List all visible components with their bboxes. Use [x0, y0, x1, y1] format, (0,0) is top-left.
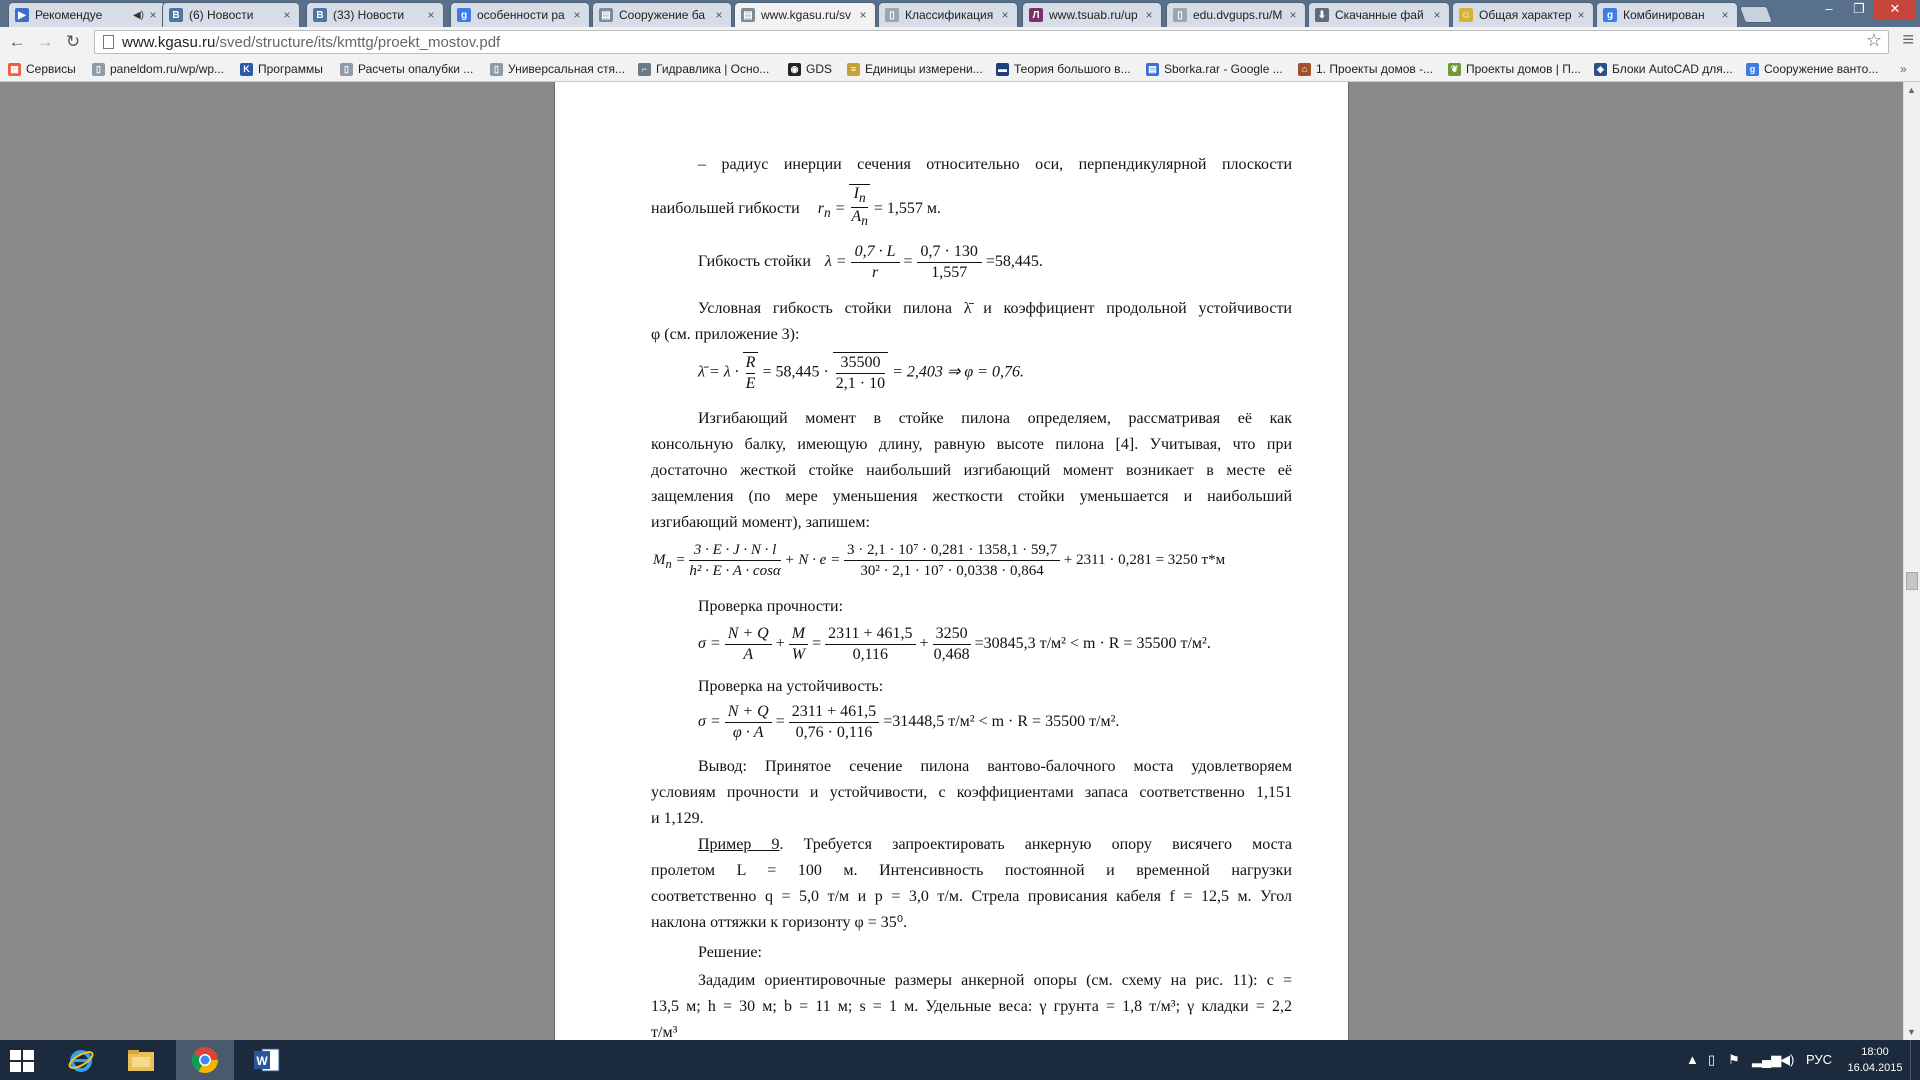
- back-button[interactable]: ←: [8, 32, 26, 51]
- close-window-button[interactable]: ✕: [1874, 0, 1916, 20]
- text-span: + N · e =: [784, 551, 841, 568]
- fraction-denominator: W: [791, 646, 806, 663]
- youtube-icon: ▶: [15, 8, 29, 22]
- bookmark-label: Единицы измерени...: [865, 62, 983, 76]
- tray-expand-icon[interactable]: ▲: [1686, 1052, 1699, 1067]
- paragraph-line: соответственно q = 5,0 т/м и p = 3,0 т/м. Стрела провисания кабеля f = 12,5 м. Угол: [651, 888, 1292, 905]
- fraction-numerator: R: [746, 353, 756, 374]
- windows-taskbar: [0, 1040, 1920, 1080]
- bookmark-gds[interactable]: [788, 60, 832, 78]
- vk-icon: В: [169, 8, 183, 22]
- bookmark-label: Универсальная стя...: [508, 62, 626, 76]
- bookmark-label: Теория большого в...: [1014, 62, 1131, 76]
- tsuab-icon: Л: [1029, 8, 1043, 22]
- fraction-denominator: h² · E · A · cosα: [689, 563, 781, 579]
- language-indicator[interactable]: РУС: [1806, 1052, 1833, 1067]
- bookmark-label: Сооружение ванто...: [1764, 62, 1879, 76]
- fraction-denominator: E: [745, 375, 756, 392]
- drive-icon: ▤: [1146, 63, 1159, 76]
- page-icon: ▯: [340, 63, 353, 76]
- bookmark-label: Гидравлика | Осно...: [656, 62, 770, 76]
- bookmark-label: Сервисы: [26, 62, 76, 76]
- tab-label: (33) Новости: [333, 8, 405, 22]
- tab-kgasu-active[interactable]: [734, 2, 876, 27]
- bookmark-universal[interactable]: [490, 60, 625, 78]
- fraction-denominator: 0,116: [852, 646, 889, 663]
- tab-label: www.tsuab.ru/up: [1049, 8, 1138, 22]
- fraction-denominator: φ · A: [732, 724, 764, 741]
- bookmark-cable-construction[interactable]: [1746, 60, 1878, 78]
- paragraph-line: изгибающий момент), запишем:: [651, 514, 870, 531]
- bookmark-services[interactable]: [8, 60, 76, 78]
- page-icon: ▯: [490, 63, 503, 76]
- equation-slenderness: Гибкость стойки λ = $\frac{0,7 \cdot L}{r}$ = $\frac{0,7 \cdot 130}{1,557}$ =58,445.: [698, 243, 1043, 281]
- bookmark-units[interactable]: [847, 60, 983, 78]
- paragraph-line: достаточно жесткой стойке наибольший изгибающий момент возникает в месте её: [651, 462, 1292, 479]
- pdf-page: [554, 82, 1349, 1040]
- bookmark-label: Проекты домов | П...: [1466, 62, 1581, 76]
- close-icon[interactable]: ×: [573, 8, 581, 22]
- tab-combined[interactable]: [1596, 2, 1738, 27]
- tab-dvgups[interactable]: [1166, 2, 1306, 27]
- paragraph-line: и 1,129.: [651, 810, 704, 827]
- maximize-button[interactable]: ❐: [1853, 1, 1865, 16]
- bookmark-hydraulics[interactable]: [638, 60, 769, 78]
- text-span: =31448,5 т/м² < m · R = 35500 т/м².: [883, 713, 1120, 731]
- tab-label: Сооружение ба: [619, 8, 705, 22]
- k-icon: K: [240, 63, 253, 76]
- bookmark-big-bang[interactable]: [996, 60, 1131, 78]
- pdf-viewer[interactable]: [0, 82, 1920, 1040]
- tab-label: www.kgasu.ru/sv: [761, 8, 852, 22]
- fraction-denominator: 1,557: [931, 264, 968, 281]
- tab-label: Классификация: [905, 8, 994, 22]
- tray-device-icon[interactable]: ▯: [1708, 1052, 1716, 1067]
- chrome-icon[interactable]: [176, 1040, 234, 1080]
- text-span: = 1,557 м.: [873, 199, 942, 217]
- system-clock[interactable]: [1845, 1044, 1905, 1076]
- paragraph-line: пролетом L = 100 м. Интенсивность постоянной и временной нагрузки: [651, 862, 1292, 879]
- pump-icon: ⌐: [638, 63, 651, 76]
- bookmark-autocad[interactable]: [1594, 60, 1733, 78]
- google-icon: g: [457, 8, 471, 22]
- bookmarks-bar: [0, 56, 1920, 82]
- bookmark-sborka[interactable]: [1146, 60, 1283, 78]
- new-tab-button[interactable]: [1739, 6, 1773, 23]
- text-span: = 2,403 ⇒ φ = 0,76.: [892, 363, 1024, 381]
- equation-strength-check: σ = $\frac{N + Q}{A}$ + $\frac{M}{W}$ = $\frac{2311 + 461,5}{0,116}$ + $\frac{3250}{0,468}$ =30845,3 т/м² < m · R = 35500 т/м².: [698, 625, 1211, 663]
- svg-text:W: W: [256, 1054, 268, 1068]
- page-icon: ▯: [92, 63, 105, 76]
- paragraph-line: условиям прочности и устойчивости, с коэффициентами запаса соответственно 1,151: [651, 784, 1292, 801]
- tab-downloads[interactable]: [1308, 2, 1450, 27]
- google-icon: g: [1746, 63, 1759, 76]
- fraction-numerator: 2311 + 461,5: [789, 702, 879, 723]
- bookmark-label: Sborka.rar - Google ...: [1164, 62, 1283, 76]
- bookmark-label: Расчеты опалубки ...: [358, 62, 474, 76]
- download-icon: ⬇: [1315, 8, 1329, 22]
- text-span: наибольшей гибкости: [651, 199, 800, 217]
- close-icon[interactable]: ×: [715, 8, 723, 22]
- scroll-up-icon[interactable]: ▲: [1907, 85, 1916, 95]
- apps-icon: ▦: [8, 63, 21, 76]
- gds-icon: ◉: [788, 63, 801, 76]
- close-icon[interactable]: ×: [1145, 8, 1153, 22]
- equation-radius: наибольшей гибкости $r_n$ = $\frac{I_n}{A_n}$ = 1,557 м.: [651, 185, 942, 229]
- close-icon[interactable]: ×: [1433, 8, 1441, 22]
- show-desktop-button[interactable]: [1910, 1040, 1920, 1080]
- browser-toolbar: [0, 27, 1920, 56]
- paragraph-line: защемления (по мере уменьшения жесткости стойки уменьшается и наибольший: [651, 488, 1292, 505]
- tab-label: особенности ра: [477, 8, 565, 22]
- paragraph-line: Условная гибкость стойки пилона λ̄ и коэффициент продольной устойчивости: [698, 300, 1292, 317]
- text-span: + 2311 · 0,281 = 3250 т*м: [1063, 551, 1226, 568]
- bookmark-label: Программы: [258, 62, 323, 76]
- close-icon[interactable]: ×: [1721, 8, 1729, 22]
- paragraph-line: Изгибающий момент в стойке пилона определяем, рассматривая её как: [698, 410, 1292, 427]
- tab-characteristics[interactable]: [1452, 2, 1594, 27]
- file-explorer-icon[interactable]: [112, 1040, 170, 1080]
- paragraph-line: т/м³: [651, 1024, 678, 1040]
- tab-youtube[interactable]: [8, 2, 166, 27]
- equation-bending-moment: $M_n$ = $\frac{3 \cdot E \cdot J \cdot N \cdot l}{\text{h² · E · A · cosα}}$ + N · e = $\frac{\text{3 · 2,1 · 10⁷ · 0,281 · 1358,1 · 59,7}}{\text{30² · 2,1 · 10⁷ · 0,0338 · 0,864}}$ + 2311 · 0,281 = 3250 т*м: [653, 542, 1226, 579]
- word-icon[interactable]: [238, 1040, 296, 1080]
- tab-classification[interactable]: [878, 2, 1018, 27]
- fraction-denominator: 2,1 · 10: [835, 375, 886, 392]
- fraction-denominator: 0,468: [933, 646, 970, 663]
- text-span: . Требуется запроектировать анкерную опору висячего моста: [779, 836, 1293, 853]
- paragraph-line: наклона оттяжки к горизонту φ = 35⁰.: [651, 914, 908, 931]
- vertical-scrollbar[interactable]: [1903, 82, 1920, 1040]
- vk-icon: В: [313, 8, 327, 22]
- paragraph-line: – радиус инерции сечения относительно оси, перпендикулярной плоскости: [698, 156, 1292, 173]
- paragraph-line: 13,5 м; h = 30 м; b = 11 м; s = 1 м. Удельные веса: γ грунта = 1,8 т/м³; γ кладки = 2,2: [651, 998, 1292, 1015]
- tab-label: Общая характер: [1479, 8, 1572, 22]
- bookmark-label: 1. Проекты домов -...: [1316, 62, 1434, 76]
- document-icon: ▯: [1173, 8, 1187, 22]
- text-span: =58,445.: [985, 253, 1043, 271]
- tab-tsuab[interactable]: [1022, 2, 1162, 27]
- google-icon: g: [1603, 8, 1617, 22]
- text-span: = 58,445 ·: [762, 363, 829, 381]
- close-icon[interactable]: ×: [859, 8, 867, 22]
- bookmarks-overflow-icon[interactable]: »: [1900, 62, 1907, 76]
- page-icon: ▤: [599, 8, 613, 22]
- close-icon[interactable]: ×: [1289, 8, 1297, 22]
- bookmark-label: paneldom.ru/wp/wp...: [110, 62, 225, 76]
- chrome-menu-icon[interactable]: ≡: [1902, 29, 1914, 51]
- tab-construction[interactable]: [592, 2, 732, 27]
- fraction-numerator: 3 · E · J · N · l: [689, 540, 780, 561]
- bookmark-formwork[interactable]: [340, 60, 473, 78]
- fraction-numerator: M: [789, 624, 808, 645]
- fraction-denominator: A: [743, 646, 754, 663]
- fraction-denominator: 30² · 2,1 · 10⁷ · 0,0338 · 0,864: [860, 563, 1044, 579]
- example-label: Пример 9: [698, 836, 780, 853]
- ruler-icon: ≡: [847, 63, 860, 76]
- equation-conditional-slenderness: [698, 352, 1024, 394]
- bookmark-programs[interactable]: [240, 60, 323, 78]
- fraction-denominator: r: [871, 264, 879, 281]
- page-info-icon[interactable]: [103, 35, 114, 49]
- fraction-numerator: 0,7 · 130: [917, 242, 982, 263]
- tab-strip: [0, 0, 1920, 27]
- text-span: λ̄ = λ ·: [698, 363, 739, 381]
- forward-button[interactable]: →: [36, 32, 54, 51]
- monitor-icon: ▬: [998, 64, 1007, 74]
- clock-time: 18:00: [1861, 1046, 1889, 1058]
- solution-heading: Решение:: [698, 944, 762, 961]
- scrollbar-thumb[interactable]: [1906, 572, 1918, 590]
- house-icon: ⌂: [1298, 63, 1311, 76]
- bookmark-label: Блоки AutoCAD для...: [1612, 62, 1733, 76]
- url-text[interactable]: [122, 34, 500, 51]
- leaf-icon: ❦: [1448, 63, 1461, 76]
- network-icon[interactable]: ▂▄▆: [1752, 1052, 1782, 1067]
- paragraph-line: Зададим ориентировочные размеры анкерной опоры (см. схему на рис. 11): c =: [698, 972, 1292, 989]
- paragraph-line: консольную балку, имеющую длину, равную высоте пилона [4]. Учитывая, что при: [651, 436, 1292, 453]
- volume-icon[interactable]: ◀): [1780, 1052, 1795, 1067]
- close-icon[interactable]: ×: [149, 8, 157, 22]
- url-path: /sved/structure/its/kmttg/proekt_mostov.pdf: [215, 33, 501, 51]
- smiley-icon: ☺: [1460, 9, 1472, 21]
- bookmark-label: GDS: [806, 62, 833, 76]
- speaker-icon[interactable]: ◀): [132, 9, 144, 21]
- bookmark-paneldom[interactable]: [92, 60, 224, 78]
- fraction-numerator: 2311 + 461,5: [825, 624, 915, 645]
- tab-label: Комбинирован: [1623, 8, 1705, 22]
- fraction-numerator: 35500: [836, 353, 885, 374]
- tab-label: (6) Новости: [189, 8, 254, 22]
- tab-label: edu.dvgups.ru/M: [1193, 8, 1283, 22]
- scroll-down-icon[interactable]: ▼: [1907, 1027, 1916, 1037]
- fraction-numerator: 0,7 · L: [851, 242, 900, 263]
- bookmark-star-icon[interactable]: ☆: [1865, 30, 1882, 50]
- paragraph-line: Проверка прочности:: [698, 598, 844, 615]
- close-icon[interactable]: ×: [1001, 8, 1009, 22]
- tray-flag-icon[interactable]: ⚑: [1728, 1052, 1740, 1067]
- paragraph-line: φ (см. приложение 3):: [651, 326, 800, 343]
- document-icon: ▯: [885, 8, 899, 22]
- autocad-icon: ◈: [1594, 63, 1607, 76]
- page-icon: ▤: [741, 8, 755, 22]
- tab-vk-news-33[interactable]: [306, 2, 444, 27]
- fraction-numerator: 3250: [933, 624, 971, 645]
- fraction-numerator: N + Q: [725, 624, 772, 645]
- tab-vk-news-6[interactable]: [162, 2, 300, 27]
- bookmark-house-projects-1[interactable]: [1298, 60, 1433, 78]
- fraction-numerator: 3 · 2,1 · 10⁷ · 0,281 · 1358,1 · 59,7: [844, 540, 1060, 561]
- close-icon[interactable]: ×: [1577, 8, 1585, 22]
- text-span: Гибкость стойки: [698, 253, 811, 271]
- text-span: =30845,3 т/м² < m · R = 35500 т/м².: [974, 635, 1211, 653]
- bookmark-house-projects-2[interactable]: [1448, 60, 1581, 78]
- fraction-denominator: 0,76 · 0,116: [795, 724, 873, 741]
- fraction-numerator: N + Q: [725, 702, 772, 723]
- minimize-button[interactable]: –: [1825, 1, 1833, 16]
- tab-label: Скачанные фай: [1335, 8, 1424, 22]
- tab-label: Рекомендуе: [35, 8, 103, 22]
- url-host: www.kgasu.ru: [122, 33, 216, 51]
- windows-start-icon[interactable]: [10, 1050, 34, 1072]
- reload-button[interactable]: ↻: [65, 32, 81, 51]
- equation-stability-check: σ = $\frac{N + Q}{\varphi \cdot A}$ = $\frac{2311 + 461,5}{0,76 \cdot 0,116}$ =31448,5 т/м² < m · R = 35500 т/м².: [698, 703, 1120, 741]
- close-icon[interactable]: ×: [427, 8, 435, 22]
- paragraph-line: Проверка на устойчивость:: [698, 678, 884, 695]
- internet-explorer-icon[interactable]: [52, 1040, 110, 1080]
- example-heading-line: [651, 832, 1292, 858]
- close-icon[interactable]: ×: [283, 8, 291, 22]
- tab-google-search[interactable]: [450, 2, 590, 27]
- clock-date: 16.04.2015: [1847, 1062, 1903, 1074]
- address-bar[interactable]: [94, 30, 1889, 54]
- paragraph-line: Вывод: Принятое сечение пилона вантово-балочного моста удовлетворяем: [698, 758, 1292, 775]
